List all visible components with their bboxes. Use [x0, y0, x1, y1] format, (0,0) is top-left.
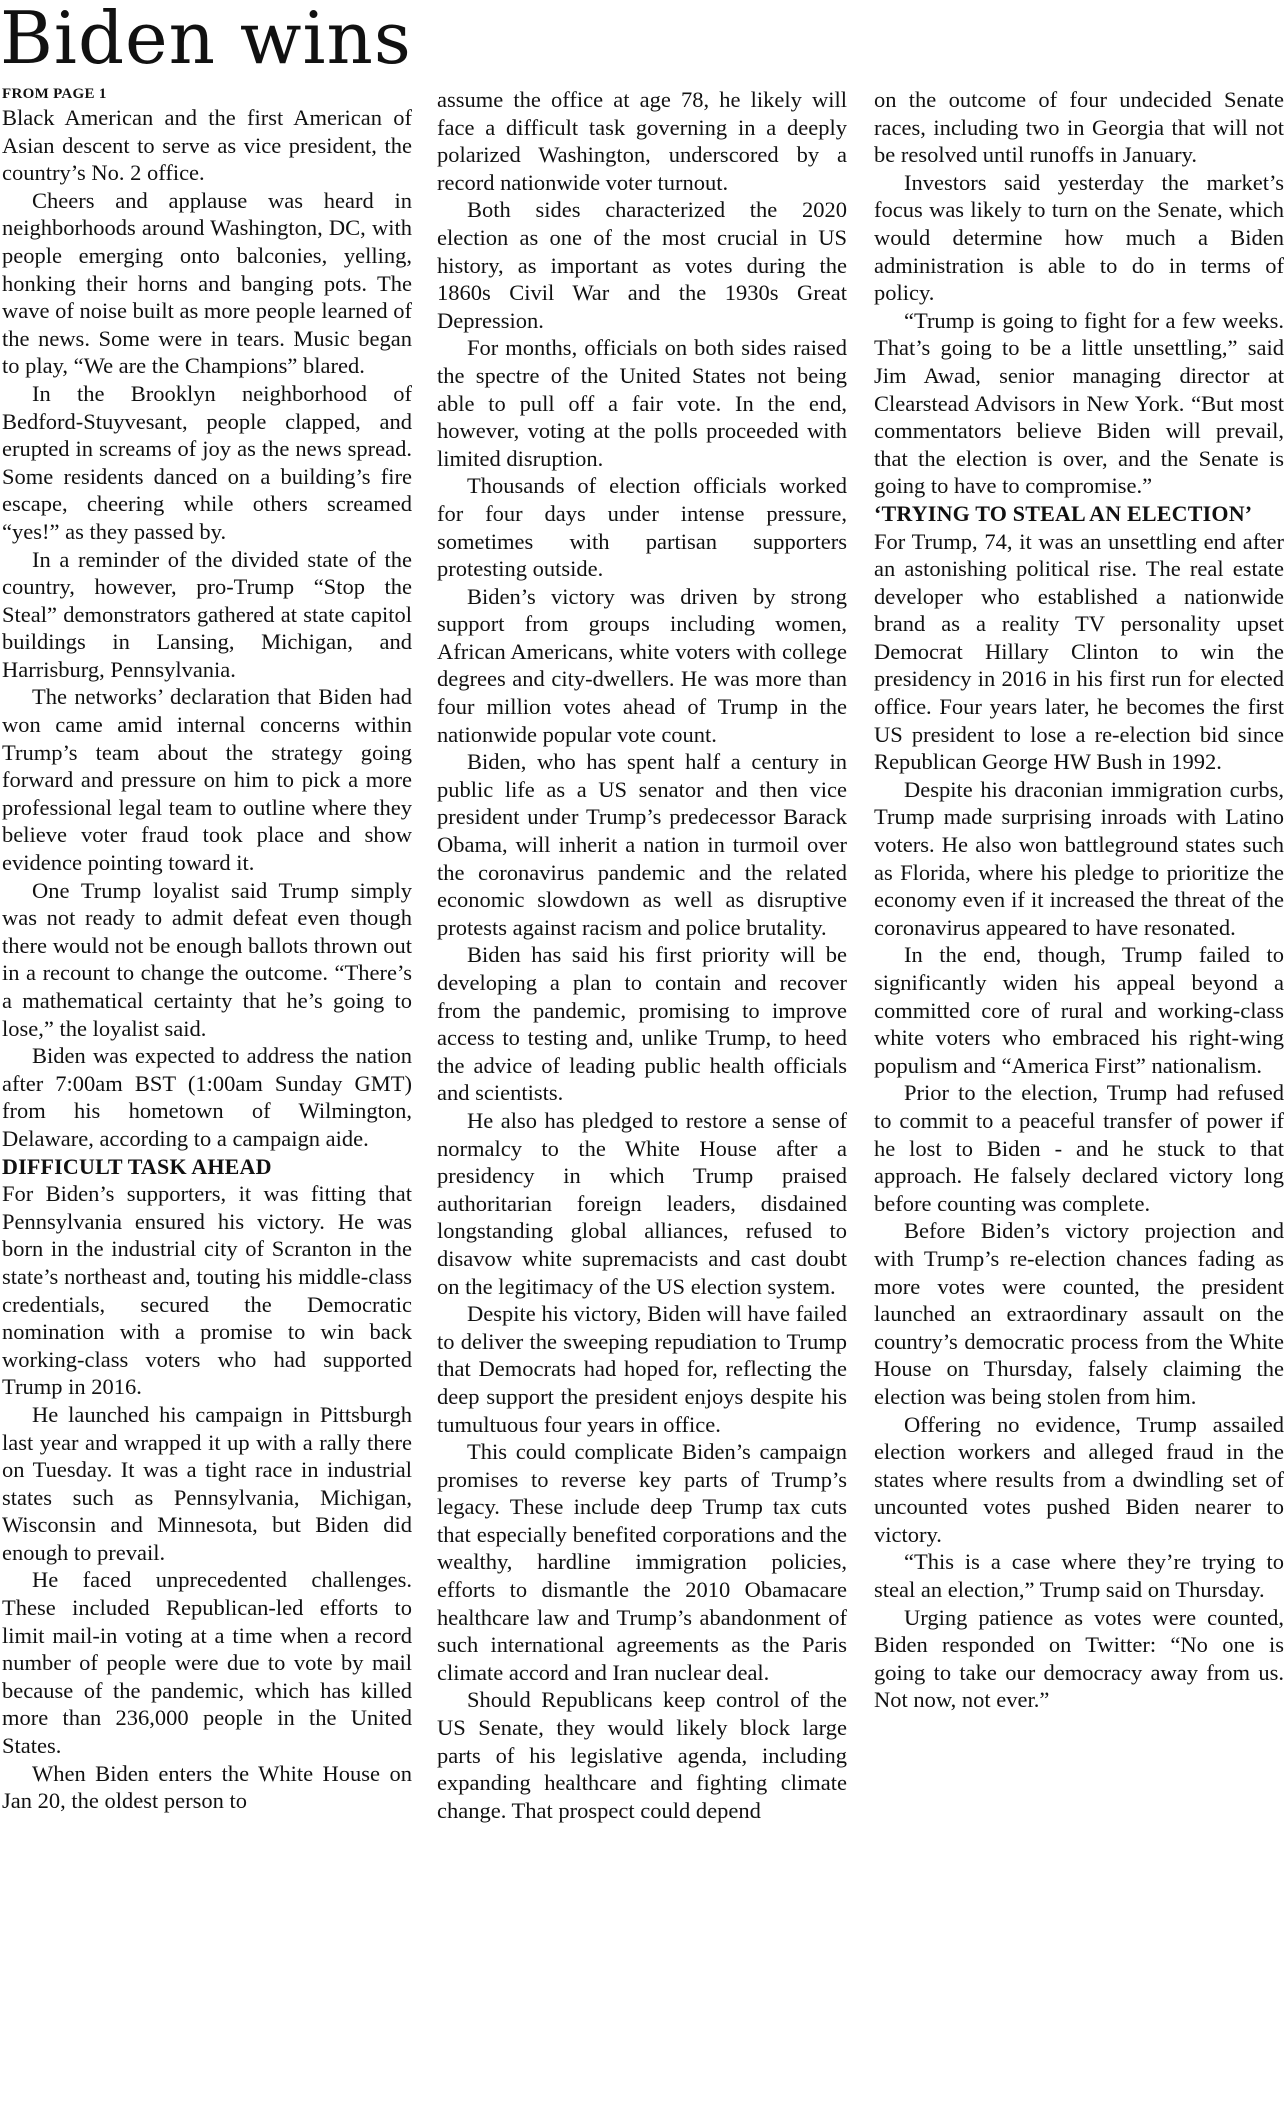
article-column-3 [874, 86, 1284, 1714]
section-subhead: DIFFICULT TASK AHEAD [2, 1153, 272, 1179]
paragraph: Prior to the election, Trump had refused to commit to a peaceful transfer of power if he lost to Biden - and he stuck to that approach. He falsely declared victory long before counting was complete. [874, 1080, 1284, 1216]
paragraph: Biden has said his first priority will be developing a plan to contain and recover from the pandemic, promising to improve access to testing and, unlike Trump, to heed the advice of leading public health officials and scientists. [437, 942, 847, 1106]
paragraph: In the end, though, Trump failed to significantly widen his appeal beyond a committed core of rural and working-class white voters who embraced his right-wing populism and “America First” nationalism. [874, 942, 1284, 1078]
headline: Biden wins [0, 0, 412, 80]
paragraph: Biden was expected to address the nation after 7:00am BST (1:00am Sunday GMT) from his hometown of Wilmington, Delaware, according to a campaign aide. [2, 1043, 412, 1151]
paragraph: Biden’s victory was driven by strong support from groups including women, African Americans, white voters with college degrees and city-dwellers. He was more than four million votes ahead of Trump in the nationwide popular vote count. [437, 583, 847, 747]
paragraph: assume the office at age 78, he likely will face a difficult task governing in a deeply polarized Washington, underscored by a record nationwide voter turnout. [437, 87, 847, 195]
paragraph: In a reminder of the divided state of the country, however, pro-Trump “Stop the Steal” demonstrators gathered at state capitol buildings in Lansing, Michigan, and Harrisburg, Pennsylvania. [2, 546, 412, 682]
paragraph: Biden, who has spent half a century in public life as a US senator and then vice president under Trump’s predecessor Barack Obama, will inherit a nation in turmoil over the coronavirus pandemic and the related economic slowdown as well as disruptive protests against racism and police brutality. [437, 749, 847, 940]
paragraph: Investors said yesterday the market’s focus was likely to turn on the Senate, which would determine how much a Biden administration is able to do in terms of policy. [874, 169, 1284, 306]
article-column-1 [2, 86, 412, 1815]
paragraph: “Trump is going to fight for a few weeks. That’s going to be a little unsettling,” said Jim Awad, senior managing director at Clearstead Advisors in New York. “But most commentators believe Biden will prevail, that the election is over, and the Senate is going to have to compromise.” [874, 307, 1284, 499]
section-subhead: ‘TRYING TO STEAL AN ELECTION’ [874, 500, 1253, 526]
paragraph: Despite his victory, Biden will have failed to deliver the sweeping repudiation to Trump that Democrats had hoped for, reflecting the deep support the president enjoys despite his tumultuous four years in office. [437, 1301, 847, 1437]
paragraph: This could complicate Biden’s campaign promises to reverse key parts of Trump’s legacy. These include deep Trump tax cuts that especially benefited corporations and the wealthy, hardline immigration policies, efforts to dismantle the 2010 Obamacare healthcare law and Trump’s abandonment of such international agreements as the Paris climate accord and Iran nuclear deal. [437, 1439, 847, 1685]
paragraph: For Biden’s supporters, it was fitting that Pennsylvania ensured his victory. He was born in the industrial city of Scranton in the state’s northeast and, touting his middle-class credentials, secured the Democratic nomination with a promise to win back working-class voters who had supported Trump in 2016. [2, 1181, 412, 1400]
paragraph: Despite his draconian immigration curbs, Trump made surprising inroads with Latino voters. He also won battleground states such as Florida, where his pledge to prioritize the economy even if it increased the threat of the coronavirus appeared to have resonated. [874, 776, 1284, 940]
paragraph: The networks’ declaration that Biden had won came amid internal concerns within Trump’s team about the strategy going forward and pressure on him to pick a more professional legal team to outline where they believe voter fraud took place and show evidence pointing toward it. [2, 684, 412, 876]
paragraph: Both sides characterized the 2020 election as one of the most crucial in US history, as important as votes during the 1860s Civil War and the 1930s Great Depression. [437, 197, 847, 333]
paragraph: “This is a case where they’re trying to steal an election,” Trump said on Thursday. [874, 1549, 1284, 1603]
paragraph: One Trump loyalist said Trump simply was not ready to admit defeat even though there would not be enough ballots thrown out in a recount to change the outcome. “There’s a mathematical certainty that he’s going to lose,” the loyalist said. [2, 877, 412, 1041]
paragraph: He faced unprecedented challenges. These included Republican-led efforts to limit mail-in voting at a time when a record number of people were due to vote by mail because of the pandemic, which has killed more than 236,000 people in the United States. [2, 1567, 412, 1759]
continued-from-label: FROM PAGE 1 [2, 86, 107, 102]
article-column-2 [437, 86, 847, 1824]
paragraph: Before Biden’s victory projection and with Trump’s re-election chances fading as more votes were counted, the president launched an extraordinary assault on the country’s democratic process from the White House on Thursday, falsely claiming the election was being stolen from him. [874, 1218, 1284, 1409]
paragraph: For months, officials on both sides raised the spectre of the United States not being able to pull off a fair vote. In the end, however, voting at the polls proceeded with limited disruption. [437, 335, 847, 471]
paragraph: Thousands of election officials worked for four days under intense pressure, sometimes with partisan supporters protesting outside. [437, 473, 847, 582]
paragraph: For Trump, 74, it was an unsettling end after an astonishing political rise. The real estate developer who established a nationwide brand as a reality TV personality upset Democrat Hillary Clinton to win the presidency in 2016 in his first run for elected office. Four years later, he becomes the first US president to lose a re-election bid since Republican George HW Bush in 1992. [874, 528, 1284, 775]
paragraph: In the Brooklyn neighborhood of Bedford-Stuyvesant, people clapped, and erupted in screams of joy as the news spread. Some residents danced on a building’s fire escape, cheering while others screamed “yes!” as they passed by. [2, 380, 412, 544]
paragraph: Cheers and applause was heard in neighborhoods around Washington, DC, with people emerging onto balconies, yelling, honking their horns and banging pots. The wave of noise built as more people learned of the news. Some were in tears. Music began to play, “We are the Champions” blared. [2, 187, 412, 379]
paragraph: Offering no evidence, Trump assailed election workers and alleged fraud in the states where results from a dwindling set of uncounted votes pushed Biden nearer to victory. [874, 1411, 1284, 1547]
paragraph: He launched his campaign in Pittsburgh last year and wrapped it up with a rally there on Tuesday. It was a tight race in industrial states such as Pennsylvania, Michigan, Wisconsin and Minnesota, but Biden did enough to prevail. [2, 1401, 412, 1565]
paragraph: Black American and the first American of Asian descent to serve as vice president, the country’s No. 2 office. [2, 105, 412, 186]
paragraph: Urging patience as votes were counted, Biden responded on Twitter: “No one is going to take our democracy away from us. Not now, not ever.” [874, 1604, 1284, 1713]
paragraph: He also has pledged to restore a sense of normalcy to the White House after a presidency in which Trump praised authoritarian foreign leaders, disdained longstanding global alliances, refused to disavow white supremacists and cast doubt on the legitimacy of the US election system. [437, 1107, 847, 1299]
paragraph: When Biden enters the White House on Jan 20, the oldest person to [2, 1760, 412, 1814]
paragraph: on the outcome of four undecided Senate races, including two in Georgia that will not be resolved until runoffs in January. [874, 87, 1284, 168]
paragraph: Should Republicans keep control of the US Senate, they would likely block large parts of his legislative agenda, including expanding healthcare and fighting climate change. That prospect could depend [437, 1687, 847, 1823]
